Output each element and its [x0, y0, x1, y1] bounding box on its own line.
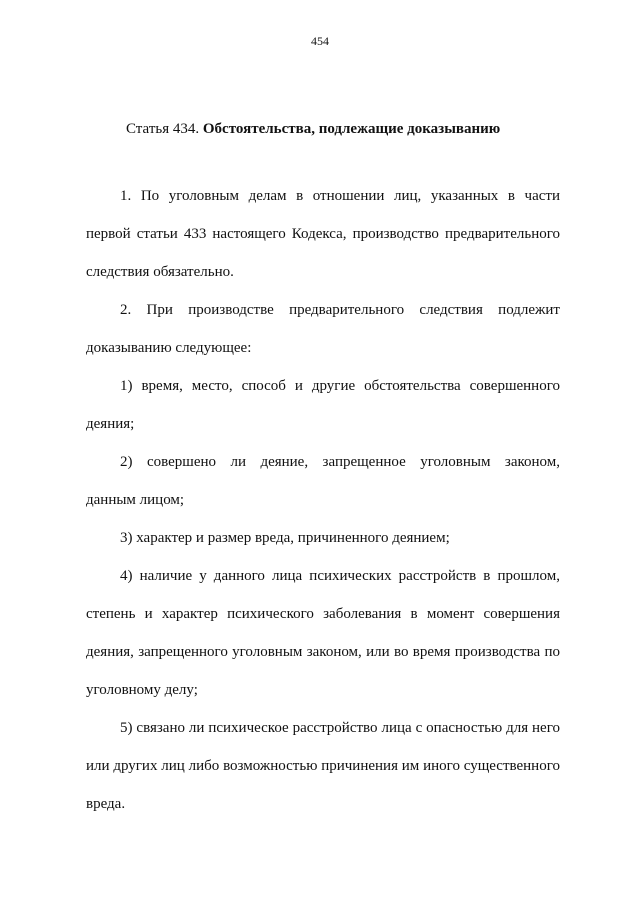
text-line: уголовному делу;	[86, 682, 198, 698]
text-line: доказыванию следующее:	[86, 340, 252, 356]
article-title	[126, 121, 500, 138]
text-line: 2) совершено ли деяние, запрещенное уголовным законом,	[120, 454, 560, 470]
text-line: данным лицом;	[86, 492, 185, 508]
text-line: 2. При производстве предварительного следствия подлежит	[120, 302, 560, 318]
article-label: Статья 434.	[126, 121, 200, 137]
text-line: следствия обязательно.	[86, 264, 234, 280]
text-line: деяния;	[86, 416, 135, 432]
paragraph-1	[86, 177, 560, 291]
text-line: первой статьи 433 настоящего Кодекса, производство предварительного	[86, 226, 560, 242]
list-item-2	[86, 443, 560, 519]
text-line: или других лиц либо возможностью причинения им иного существенного	[86, 758, 560, 774]
text-line: 1) время, место, способ и другие обстоятельства совершенного	[120, 378, 560, 394]
page-number: 454	[311, 34, 329, 48]
list-item-5	[86, 709, 560, 823]
text-line: вреда.	[86, 796, 126, 812]
text-line: 5) связано ли психическое расстройство лица с опасностью для него	[120, 720, 560, 736]
text-line: 4) наличие у данного лица психических расстройств в прошлом,	[120, 568, 560, 584]
text-line: степень и характер психического заболевания в момент совершения	[86, 606, 560, 622]
paragraph-2	[86, 291, 560, 367]
article-heading: Обстоятельства, подлежащие доказыванию	[202, 121, 501, 137]
text-line: 1. По уголовным делам в отношении лиц, указанных в части	[120, 188, 560, 204]
text-line: деяния, запрещенного уголовным законом, или во время производства по	[86, 644, 560, 660]
text-line: 3) характер и размер вреда, причиненного деянием;	[120, 530, 450, 546]
list-item-4	[86, 557, 560, 709]
list-item-1	[86, 367, 560, 443]
document-body	[86, 177, 560, 823]
list-item-3	[86, 519, 560, 557]
